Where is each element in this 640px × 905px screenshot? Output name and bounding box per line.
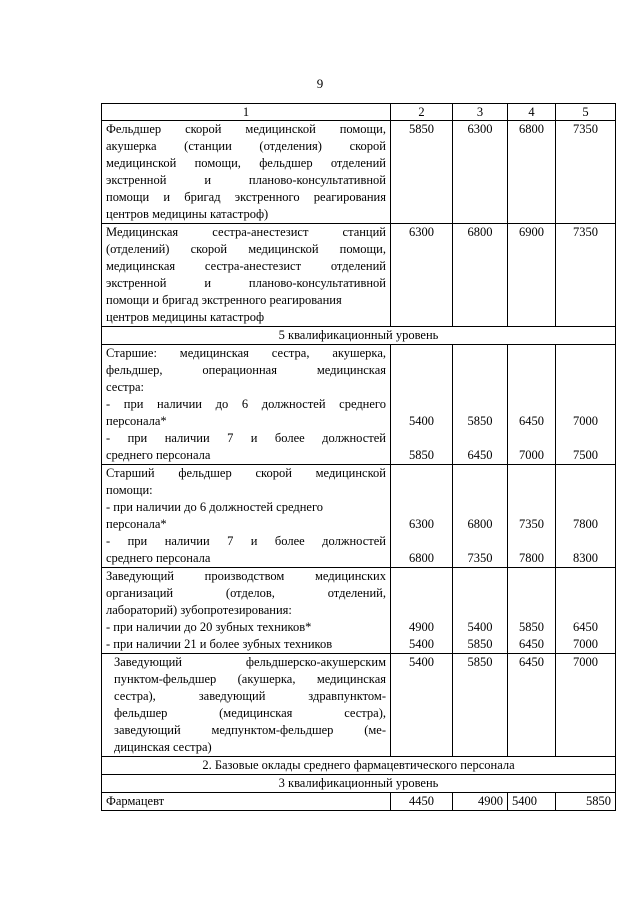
text-line: Фельдшер скорой медицинской помощи, — [106, 122, 386, 136]
salary-cell — [453, 465, 508, 568]
salary-cell: 5400 — [391, 654, 453, 757]
text-line: среднего персонала — [106, 551, 211, 565]
page-number: 9 — [316, 76, 324, 91]
text-line: помощи и бригад экстренного реагирования — [106, 293, 342, 307]
text-line: - при наличии 21 и более зубных техников — [106, 637, 333, 651]
salary-cell: 5850 — [556, 793, 616, 811]
salary-value: 6800 — [467, 517, 493, 531]
text-line: Старший фельдшер скорой медицинской — [106, 466, 386, 480]
text-line: медицинской помощи, фельдшер отделений — [106, 156, 386, 170]
salary-value: 5850 — [467, 637, 493, 651]
text-line: экстренной и планово-консультативной — [106, 173, 386, 187]
salary-value: 6450 — [573, 620, 598, 634]
table-row — [102, 121, 616, 224]
salary-cell: 5850 — [391, 121, 453, 224]
text-line: сестра: — [106, 380, 144, 394]
position-name — [102, 224, 391, 327]
salary-cell: 4900 — [453, 793, 508, 811]
text-line: среднего персонала — [106, 448, 211, 462]
text-line: Медицинская сестра-анестезист станций — [106, 225, 386, 239]
qualification-level-title: 5 квалификационный уровень — [102, 327, 616, 345]
text-line: пунктом-фельдшер (акушерка, медицинская — [114, 672, 386, 686]
qualification-level-title: 3 квалификационный уровень — [102, 775, 616, 793]
salary-cell — [556, 345, 616, 465]
text-line: лабораторий) зубопротезирования: — [106, 603, 292, 617]
salary-value: 7500 — [573, 448, 598, 462]
text-line: организаций (отделов, отделений, — [106, 586, 386, 600]
text-line: заведующий медпунктом-фельдшер (ме- — [114, 723, 386, 737]
salary-value: 7000 — [573, 637, 598, 651]
position-name — [102, 121, 391, 224]
text-line: сестра), заведующий здравпунктом- — [114, 689, 386, 703]
column-header-4: 4 — [508, 104, 556, 121]
salary-value: 5400 — [409, 414, 434, 428]
text-line: помощи: — [106, 483, 153, 497]
salary-value: 7350 — [467, 551, 493, 565]
text-line: - при наличии 7 и более должностей — [106, 534, 386, 548]
salary-cell — [508, 345, 556, 465]
salary-cell: 7000 — [556, 654, 616, 757]
text-line: фельдшер (медицинская сестра), — [114, 706, 386, 720]
salary-cell — [453, 568, 508, 654]
qualification-level-row — [102, 327, 616, 345]
position-name — [102, 654, 391, 757]
salary-cell — [453, 345, 508, 465]
text-line: помощи и бригад экстренного реагирования — [106, 190, 386, 204]
salary-value: 7800 — [573, 517, 598, 531]
salary-table — [101, 103, 616, 811]
text-line: (отделений) скорой медицинской помощи, — [106, 242, 386, 256]
column-header-3: 3 — [453, 104, 508, 121]
text-line: - при наличии до 20 зубных техников* — [106, 620, 312, 634]
salary-cell: 5850 — [453, 654, 508, 757]
salary-cell — [508, 465, 556, 568]
text-line: Заведующий производством медицинских — [106, 569, 386, 583]
salary-cell — [391, 568, 453, 654]
table-row — [102, 465, 616, 568]
salary-cell: 6450 — [508, 654, 556, 757]
salary-value: 5400 — [409, 637, 434, 651]
salary-cell: 7350 — [556, 224, 616, 327]
salary-value: 7350 — [519, 517, 544, 531]
table-row — [102, 654, 616, 757]
table-row — [102, 568, 616, 654]
text-line: Старшие: медицинская сестра, акушерка, — [106, 346, 386, 360]
salary-value: 7000 — [573, 414, 598, 428]
salary-value: 6450 — [519, 637, 544, 651]
salary-cell: 7350 — [556, 121, 616, 224]
salary-value: 8300 — [573, 551, 598, 565]
column-header-2: 2 — [391, 104, 453, 121]
salary-value: 5850 — [467, 414, 493, 428]
text-line: - при наличии до 6 должностей среднего — [106, 397, 386, 411]
qualification-level-row — [102, 775, 616, 793]
salary-cell — [556, 568, 616, 654]
salary-value: 7000 — [519, 448, 544, 462]
text-line: фельдшер, операционная медицинская — [106, 363, 386, 377]
salary-cell: 6900 — [508, 224, 556, 327]
salary-value: 4900 — [409, 620, 434, 634]
text-line: медицинская сестра-анестезист отделений — [106, 259, 386, 273]
text-line: персонала* — [106, 414, 167, 428]
text-line: акушерка (станции (отделения) скорой — [106, 139, 386, 153]
salary-value: 6450 — [467, 448, 493, 462]
salary-value: 7800 — [519, 551, 544, 565]
salary-cell — [391, 465, 453, 568]
table-row — [102, 793, 616, 811]
salary-cell: 4450 — [391, 793, 453, 811]
salary-value: 5850 — [519, 620, 544, 634]
table-row — [102, 345, 616, 465]
salary-cell: 6300 — [391, 224, 453, 327]
salary-cell: 5400 — [508, 793, 556, 811]
column-header-1: 1 — [102, 104, 391, 121]
salary-value: 6450 — [519, 414, 544, 428]
text-line: - при наличии 7 и более должностей — [106, 431, 386, 445]
text-line: Заведующий фельдшерско-акушерским — [114, 655, 386, 669]
table-header-row — [102, 104, 616, 121]
text-line: дицинская сестра) — [114, 740, 212, 754]
salary-cell: 6300 — [453, 121, 508, 224]
salary-value: 6800 — [409, 551, 434, 565]
salary-cell — [508, 568, 556, 654]
table-row — [102, 224, 616, 327]
text-line: экстренной и планово-консультативной — [106, 276, 386, 290]
text-line: - при наличии до 6 должностей среднего — [106, 500, 324, 514]
position-name — [102, 345, 391, 465]
position-name: Фармацевт — [102, 793, 391, 811]
position-name — [102, 568, 391, 654]
position-name — [102, 465, 391, 568]
salary-cell — [391, 345, 453, 465]
salary-value: 5400 — [467, 620, 493, 634]
salary-cell — [556, 465, 616, 568]
text-line: центров медицины катастроф — [106, 310, 265, 324]
column-header-5: 5 — [556, 104, 616, 121]
text-line: персонала* — [106, 517, 167, 531]
salary-value: 6300 — [409, 517, 434, 531]
text-line: центров медицины катастроф) — [106, 207, 269, 221]
salary-cell: 6800 — [453, 224, 508, 327]
section-title-row — [102, 757, 616, 775]
section-title: 2. Базовые оклады среднего фармацевтического персонала — [102, 757, 616, 775]
salary-value: 5850 — [409, 448, 434, 462]
salary-cell: 6800 — [508, 121, 556, 224]
